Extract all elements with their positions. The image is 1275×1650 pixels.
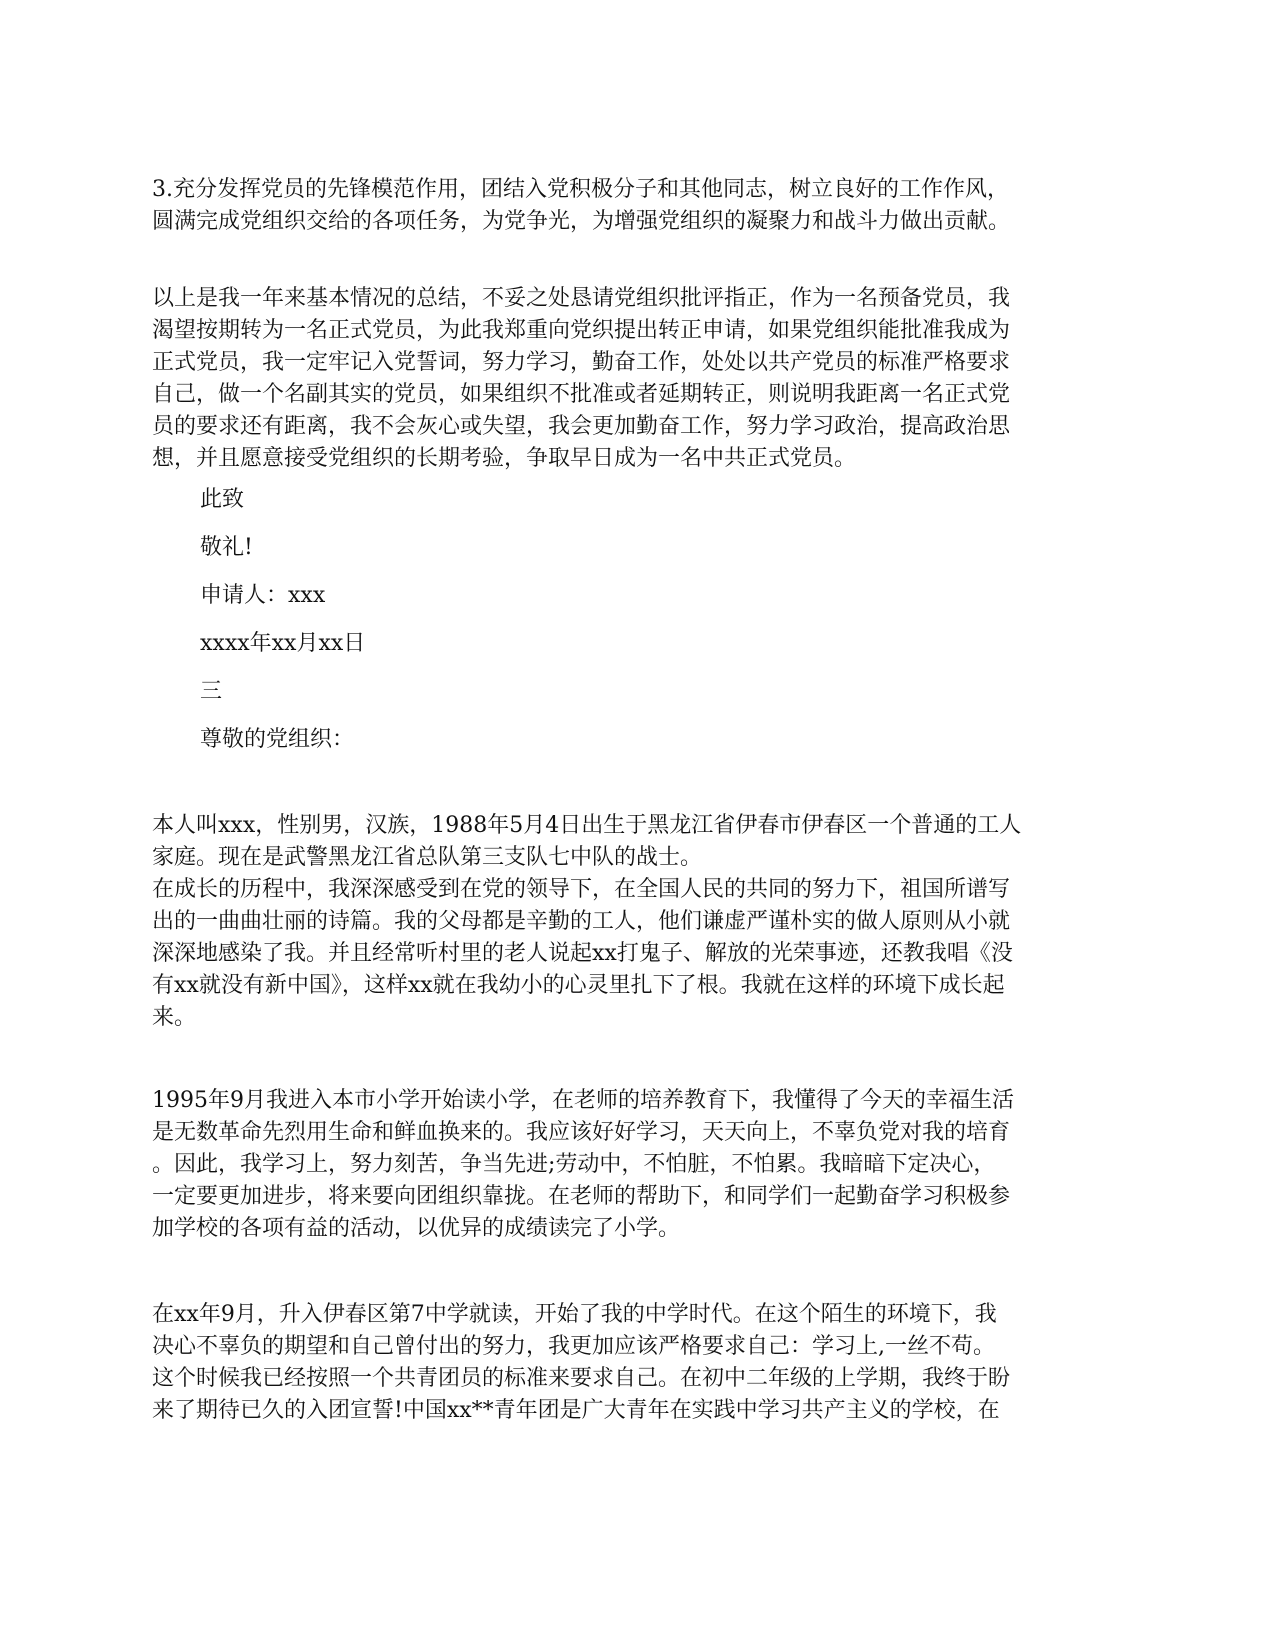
paragraph-middle-school (152, 1299, 1132, 1427)
text-line: 来了期待已久的入团宣誓!中国xx**青年团是广大青年在实践中学习共产主义的学校，在 (152, 1398, 1000, 1423)
text-line: 加学校的各项有益的活动，以优异的成绩读完了小学。 (152, 1216, 681, 1241)
paragraph-primary-school (152, 1085, 1132, 1245)
text-line: 正式党员，我一定牢记入党誓词，努力学习，勤奋工作，处处以共产党员的标准严格要求 (152, 350, 1011, 375)
text-line: 以上是我一年来基本情况的总结，不妥之处恳请党组织批评指正，作为一名预备党员，我 (152, 286, 1011, 311)
date-line: xxxx年xx月xx日 (200, 631, 366, 656)
greeting-line: 尊敬的党组织： (200, 727, 355, 752)
text-line: 渴望按期转为一名正式党员，为此我郑重向党织提出转正申请，如果党组织能批准我成为 (152, 318, 1011, 343)
section-number: 三 (200, 679, 223, 704)
text-line: 自己，做一个名副其实的党员，如果组织不批准或者延期转正，则说明我距离一名正式党 (152, 382, 1011, 407)
text-line: 出的一曲曲壮丽的诗篇。我的父母都是辛勤的工人，他们谦虚严谨朴实的做人原则从小就 (152, 909, 1011, 934)
text-line: 在成长的历程中，我深深感受到在党的领导下，在全国人民的共同的努力下，祖国所谱写 (152, 877, 1011, 902)
text-line: 在xx年9月，升入伊春区第7中学就读，开始了我的中学时代。在这个陌生的环境下，我 (152, 1302, 997, 1327)
text-line: 有xx就没有新中国》，这样xx就在我幼小的心灵里扎下了根。我就在这样的环境下成长起 (152, 973, 1005, 998)
text-line: 一定要更加进步，将来要向团组织靠拢。在老师的帮助下，和同学们一起勤奋学习积极参 (152, 1184, 1011, 1209)
text-line: 决心不辜负的期望和自己曾付出的努力，我更加应该严格要求自己：学习上,一丝不苟。 (152, 1334, 995, 1359)
paragraph-duties-3 (152, 174, 1132, 238)
salutation-line-2: 敬礼! (200, 535, 253, 560)
applicant-signature: 申请人：xxx (200, 583, 326, 608)
text-line: 家庭。现在是武警黑龙江省总队第三支队七中队的战士。 (152, 845, 703, 870)
paragraph-background (152, 810, 1132, 1034)
text-line: 深深地感染了我。并且经常听村里的老人说起xx打鬼子、解放的光荣事迹，还教我唱《没 (152, 941, 1013, 966)
text-line: 圆满完成党组织交给的各项任务，为党争光，为增强党组织的凝聚力和战斗力做出贡献。 (152, 209, 1011, 234)
text-line: 本人叫xxx，性别男，汉族，1988年5月4日出生于黑龙江省伊春市伊春区一个普通的工人 (152, 813, 1022, 838)
paragraph-summary (152, 283, 1132, 475)
text-line: 1995年9月我进入本市小学开始读小学，在老师的培养教育下，我懂得了今天的幸福生活 (152, 1088, 1014, 1113)
text-line: 员的要求还有距离，我不会灰心或失望，我会更加勤奋工作，努力学习政治，提高政治思 (152, 414, 1011, 439)
text-line: 来。 (152, 1005, 197, 1030)
text-line: 想，并且愿意接受党组织的长期考验，争取早日成为一名中共正式党员。 (152, 446, 857, 471)
text-line: 3.充分发挥党员的先锋模范作用，团结入党积极分子和其他同志，树立良好的工作作风， (152, 177, 1009, 202)
text-line: 这个时候我已经按照一个共青团员的标准来要求自己。在初中二年级的上学期，我终于盼 (152, 1366, 1011, 1391)
text-line: 。因此，我学习上，努力刻苦，争当先进;劳动中，不怕脏，不怕累。我暗暗下定决心， (152, 1152, 996, 1177)
text-line: 是无数革命先烈用生命和鲜血换来的。我应该好好学习，天天向上，不辜负党对我的培育 (152, 1120, 1011, 1145)
salutation-line-1: 此致 (200, 487, 245, 512)
